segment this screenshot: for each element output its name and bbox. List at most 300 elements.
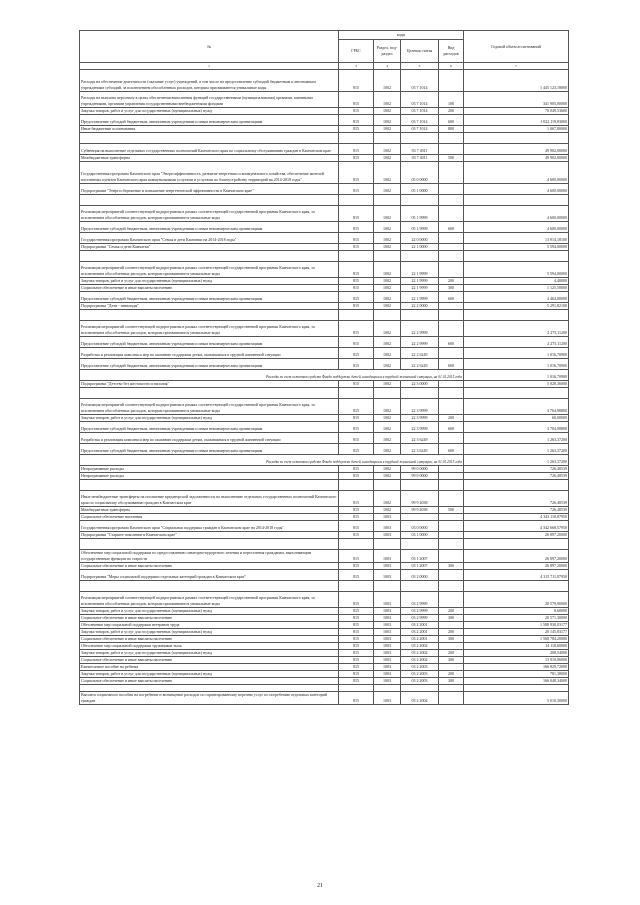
amount-cell: 14 118,60000 [464,643,569,650]
grbs-cell: 815 [339,570,374,581]
spacer-cell [401,310,439,321]
amount-cell: 3 704,98800 [464,422,569,433]
spacer-cell [464,581,569,592]
celevaya-cell: 03 2 2001 [401,622,439,629]
amount-cell: 8,60000 [464,608,569,615]
razdel-cell: 1002 [374,278,401,285]
spacer-cell [80,685,339,692]
amount-cell: 1 016,70900 [464,348,569,359]
razdel-cell: 1002 [374,115,401,126]
spacer-cell [80,539,339,550]
grbs-cell: 815 [339,92,374,108]
spacer-cell [439,480,464,491]
table-row [80,657,569,664]
grbs-cell: 815 [339,678,374,685]
grbs-cell: 815 [339,433,374,444]
celevaya-cell: 22 3 6249 [401,444,439,455]
spacer-cell [374,195,401,206]
razdel-cell: 1003 [374,563,401,570]
vid-cell [439,550,464,563]
table-row [80,144,569,155]
spacer-cell [401,251,439,262]
vid-cell [439,206,464,222]
celevaya-cell: 03 2 2002 [401,657,439,664]
spacer-cell [339,310,374,321]
table-body [80,70,569,705]
spacer-cell [339,251,374,262]
table-row [80,359,569,370]
celevaya-cell: 22 1 9999 [401,292,439,303]
grbs-cell: 815 [339,521,374,532]
razdel-cell: 1002 [374,155,401,162]
vid-cell: 300 [439,615,464,622]
item-name-cell: Социальное обеспечение населения [80,514,339,521]
grbs-cell: 815 [339,115,374,126]
item-name-cell: Социальное обеспечение и иные выплаты населению [80,657,339,664]
table-row [80,514,569,521]
item-name-cell: Подпрограмма "Энергосбережение и повышение энергетической эффективности в Камчатском крае" [80,184,339,195]
item-name-cell: Государственная программа Камчатского края "Социальная поддержка граждан в Камчатском крае на 2014-2018 годы" [80,521,339,532]
grbs-cell: 815 [339,422,374,433]
grbs-cell: 815 [339,381,374,388]
table-row [80,126,569,133]
table-row [80,222,569,233]
vid-cell: 200 [439,415,464,422]
razdel-cell: 1003 [374,570,401,581]
grbs-cell: 815 [339,222,374,233]
amount-cell: 2 275,11200 [464,321,569,337]
razdel-cell: 1002 [374,473,401,480]
spacer-cell [339,480,374,491]
spacer-cell [439,251,464,262]
vid-cell [439,473,464,480]
item-name-cell: Предоставление субсидий бюджетным, автономным учреждениям и иным некоммерческим организациям [80,292,339,303]
item-name-cell: Предоставление субсидий бюджетным, автономным учреждениям и иным некоммерческим организациям [80,115,339,126]
amount-cell: 1 445 123,18000 [464,70,569,92]
column-number: 5 [401,63,439,70]
celevaya-cell: 05 1 9999 [401,222,439,233]
grbs-cell: 815 [339,592,374,608]
vid-cell [439,303,464,310]
grbs-cell: 815 [339,563,374,570]
celevaya-cell: 22 3 9999 [401,415,439,422]
grbs-cell: 815 [339,233,374,244]
vid-cell: 600 [439,222,464,233]
table-row [80,550,569,563]
vid-cell [439,433,464,444]
spacer-cell [439,581,464,592]
budget-table [79,30,569,705]
item-name-cell: Непрограммные расходы [80,466,339,473]
spacer-cell [374,251,401,262]
razdel-cell: 1002 [374,262,401,278]
spacer-cell [339,388,374,399]
item-name-cell: Реализация мероприятий соответствующей подпрограммы в рамках соответствующей государственной программы Камчатского края, за исключением обособленных расходов, которым присваиваются уникальные коды [80,399,339,415]
razdel-cell: 1002 [374,491,401,507]
vid-cell [439,466,464,473]
spacer-cell [401,581,439,592]
vid-cell: 300 [439,563,464,570]
celevaya-cell: 03 2 2001 [401,636,439,643]
spacer-cell [401,539,439,550]
razdel-cell: 1003 [374,629,401,636]
celevaya-cell: 22 3 9999 [401,399,439,415]
celevaya-cell: 03 2 9999 [401,592,439,608]
table-row [80,532,569,539]
table-row [80,622,569,629]
razdel-cell: 1002 [374,126,401,133]
amount-cell: 20 145,83177 [464,629,569,636]
table-row [80,570,569,581]
amount-cell: 49 902,00000 [464,155,569,162]
item-name-cell: Закупка товаров, работ и услуг для государственных (муниципальных) нужд [80,650,339,657]
amount-cell: 5 010,30000 [464,692,569,705]
amount-cell: 49 902,00000 [464,144,569,155]
razdel-cell: 1002 [374,359,401,370]
amount-cell: 26 897,20000 [464,532,569,539]
vid-cell [439,664,464,671]
item-name-cell: Закупка товаров, работ и услуг для государственных (муниципальных) нужд [80,629,339,636]
spacer-cell [374,581,401,592]
vid-cell [439,491,464,507]
spacer-cell [464,251,569,262]
celevaya-cell: 03 2 9999 [401,608,439,615]
table-row [80,491,569,507]
spacer-row [80,310,569,321]
grbs-cell: 815 [339,321,374,337]
spacer-cell [439,539,464,550]
razdel-cell: 1002 [374,285,401,292]
grbs-cell: 815 [339,337,374,348]
grbs-cell: 815 [339,491,374,507]
celevaya-cell: 22 1 9999 [401,278,439,285]
spacer-cell [374,685,401,692]
spacer-cell [464,685,569,692]
celevaya-cell: 03 2 2002 [401,650,439,657]
razdel-cell: 1002 [374,303,401,310]
item-name-cell: Межбюджетные трансферты [80,507,339,514]
table-row [80,278,569,285]
vid-cell [439,592,464,608]
spacer-cell [80,310,339,321]
vid-cell [439,144,464,155]
celevaya-cell: 22 3 9999 [401,422,439,433]
amount-cell: 4 600,00000 [464,162,569,184]
grbs-cell: 815 [339,184,374,195]
razdel-cell: 1002 [374,444,401,455]
table-row [80,671,569,678]
item-name-cell: Предоставление субсидий бюджетным, автономным учреждениям и иным некоммерческим организациям [80,222,339,233]
vid-cell [439,514,464,521]
table-row [80,303,569,310]
vid-cell [439,233,464,244]
vid-cell: 300 [439,285,464,292]
table-row [80,466,569,473]
celevaya-cell: 22 2 9999 [401,321,439,337]
spacer-cell [439,388,464,399]
note-row [80,455,569,466]
grbs-cell: 815 [339,532,374,539]
column-number: 4 [374,63,401,70]
vid-cell: 100 [439,92,464,108]
table-row [80,184,569,195]
item-name-cell: Реализация мероприятий соответствующей подпрограммы в рамках соответствующей государственной программы Камчатского края, за исключением обособленных расходов, которым присваиваются уникальные коды [80,321,339,337]
header-codes: коды [339,31,464,40]
spacer-cell [439,195,464,206]
celevaya-cell: 03 7 1014 [401,70,439,92]
amount-cell: 726,40539 [464,507,569,514]
item-name-cell: Государственная программа Камчатского края "Семья и дети Камчатки на 2014-2018 годы" [80,233,339,244]
razdel-cell: 1002 [374,466,401,473]
item-name-cell: Подпрограмма "Меры социальной поддержки отдельных категорий граждан в Камчатском крае" [80,570,339,581]
amount-cell: 726,40539 [464,473,569,480]
vid-cell: 600 [439,422,464,433]
spacer-cell [374,310,401,321]
table-row [80,592,569,608]
grbs-cell: 815 [339,671,374,678]
vid-cell [439,622,464,629]
razdel-cell: 1002 [374,222,401,233]
razdel-cell: 1002 [374,422,401,433]
amount-cell: 1 263,37200 [464,455,569,466]
table-row [80,615,569,622]
amount-cell: 26 897,20000 [464,563,569,570]
celevaya-cell: 03 2 2003 [401,664,439,671]
table-row [80,507,569,514]
amount-cell: 4 464,00000 [464,292,569,303]
item-name-cell: Предоставление субсидий бюджетным, автономным учреждениям и иным некоммерческим организациям [80,337,339,348]
item-name-cell: Подпрограмма "Дети - инвалиды" [80,303,339,310]
spacer-row [80,195,569,206]
spacer-cell [464,480,569,491]
table-row [80,433,569,444]
razdel-cell: 1003 [374,692,401,705]
razdel-cell: 1002 [374,415,401,422]
item-name-cell: Подпрограмма "Семья и дети Камчатки" [80,244,339,251]
spacer-cell [374,388,401,399]
vid-cell [439,244,464,251]
razdel-cell: 1002 [374,507,401,514]
celevaya-cell: 22 2 6249 [401,348,439,359]
amount-cell: 341 905,00000 [464,92,569,108]
item-name-cell: Разработка и реализация комплекса мер по оказанию поддержки детям, оказавшимся в трудной жизненной ситуации [80,348,339,359]
item-name-cell: Реализация мероприятий соответствующей подпрограммы в рамках соответствующей государственной программы Камчатского края, за исключением обособленных расходов, которым присваиваются уникальные коды [80,206,339,222]
grbs-cell: 815 [339,285,374,292]
amount-cell: 20 579,90000 [464,592,569,608]
spacer-cell [401,133,439,144]
grbs-cell: 815 [339,155,374,162]
celevaya-cell: 22 2 9999 [401,337,439,348]
header-number: № [80,31,339,63]
table-row [80,285,569,292]
celevaya-cell: 99 9 4038 [401,491,439,507]
amount-cell: 1 022 119,83000 [464,115,569,126]
razdel-cell: 1003 [374,532,401,539]
spacer-cell [464,388,569,399]
vid-cell [439,381,464,388]
item-name-cell: Государственная программа Камчатского края "Энергоэффективность, развитие энергетики и коммунального хозяйства, обеспечение жителей населенных пунктов Камчатского края коммунальными услугами и услугами по благоустройству территорий на 2014-2018 годы" [80,162,339,184]
table-row [80,650,569,657]
item-name-cell: Социальное обеспечение и иные выплаты населению [80,678,339,685]
vid-cell: 200 [439,608,464,615]
vid-cell [439,399,464,415]
celevaya-cell: 03 2 2003 [401,671,439,678]
table-row [80,444,569,455]
celevaya-cell: 03 7 1014 [401,115,439,126]
item-name-cell: Предоставление субсидий бюджетным, автономным учреждениям и иным некоммерческим организациям [80,422,339,433]
grbs-cell: 815 [339,629,374,636]
table-row [80,381,569,388]
amount-cell: 26 897,20000 [464,550,569,563]
razdel-cell: 1002 [374,233,401,244]
amount-cell: 20 571,30000 [464,615,569,622]
amount-cell: 208,54000 [464,650,569,657]
razdel-cell: 1002 [374,399,401,415]
vid-cell [439,321,464,337]
spacer-row [80,388,569,399]
table-row [80,415,569,422]
grbs-cell: 815 [339,206,374,222]
celevaya-cell: 22 1 9999 [401,285,439,292]
spacer-cell [374,539,401,550]
razdel-cell: 1002 [374,348,401,359]
vid-cell: 500 [439,155,464,162]
table-row [80,422,569,433]
spacer-row [80,251,569,262]
razdel-cell: 1003 [374,657,401,664]
table-row [80,155,569,162]
table-row [80,399,569,415]
spacer-cell [439,310,464,321]
amount-cell: 3 764,98800 [464,399,569,415]
spacer-cell [401,480,439,491]
table-row [80,262,569,278]
spacer-cell [464,195,569,206]
amount-cell: 5 028,36000 [464,381,569,388]
amount-cell: 13 910,06000 [464,657,569,664]
amount-cell: 1 588 930,03177 [464,622,569,629]
celevaya-cell: 99 9 0000 [401,473,439,480]
grbs-cell: 815 [339,643,374,650]
table-row [80,643,569,650]
vid-cell: 500 [439,507,464,514]
grbs-cell: 815 [339,507,374,514]
razdel-cell: 1002 [374,244,401,251]
razdel-cell: 1003 [374,636,401,643]
spacer-cell [374,133,401,144]
table-row [80,70,569,92]
spacer-cell [401,195,439,206]
grbs-cell: 815 [339,415,374,422]
item-name-cell: Субвенция на выполнение отдельных государственных полномочий Камчатского края по социальному обслуживанию граждан в Камчатском крае [80,144,339,155]
celevaya-cell: 05 1 9999 [401,206,439,222]
amount-cell: 1 568 784,20000 [464,636,569,643]
amount-cell: 4,40000 [464,278,569,285]
vid-cell [439,348,464,359]
grbs-cell: 815 [339,144,374,155]
table-row [80,244,569,251]
amount-cell: 1 067,80000 [464,126,569,133]
amount-cell: 166 048,34000 [464,678,569,685]
vid-cell: 800 [439,126,464,133]
header-grbs: ГРБС [339,40,374,63]
celevaya-cell: 99 9 4038 [401,507,439,514]
vid-cell: 200 [439,629,464,636]
amount-cell: 1 125,50000 [464,285,569,292]
spacer-cell [80,251,339,262]
grbs-cell: 815 [339,550,374,563]
table-row [80,692,569,705]
item-name-cell: Обеспечение мер социальной поддержки по предоставлению санаторно-курортного лечения и переселения гражданам, выполняющим государственные функции по старости [80,550,339,563]
razdel-cell: 1002 [374,206,401,222]
grbs-cell: 815 [339,278,374,285]
vid-cell: 600 [439,337,464,348]
table-row [80,664,569,671]
vid-cell: 200 [439,108,464,115]
grbs-cell: 815 [339,636,374,643]
item-name-cell: Обеспечение мер социальной поддержки ветеранов труда [80,622,339,629]
grbs-cell: 815 [339,444,374,455]
grbs-cell: 815 [339,359,374,370]
spacer-cell [439,133,464,144]
column-number: 6 [439,63,464,70]
spacer-row [80,581,569,592]
vid-cell [439,532,464,539]
amount-cell: 4 315 711,87950 [464,570,569,581]
vid-cell: 300 [439,636,464,643]
celevaya-cell: 22 0 0000 [401,233,439,244]
amount-cell: 5 594,00000 [464,262,569,278]
table-row [80,108,569,115]
celevaya-cell: 03 7 4011 [401,144,439,155]
celevaya-cell: 22 2 0000 [401,303,439,310]
item-name-cell: Закупка товаров, работ и услуг для государственных (муниципальных) нужд [80,415,339,422]
item-name-cell: Закупка товаров, работ и услуг для государственных (муниципальных) нужд [80,671,339,678]
spacer-cell [464,310,569,321]
spacer-cell [439,685,464,692]
vid-cell [439,521,464,532]
item-name-cell: Расходы на обеспечение деятельности (оказание услуг) учреждений, в том числе на предоставление субсидий бюджетным и автономным учреждениям субсидий, за исключением обособленных расходов, которым присваиваются уникальные коды [80,70,339,92]
item-name-cell: Иные межбюджетные трансферты на погашение кредиторской задолженности по выполнению отдельных государственных полномочий Камчатского края по социальному обслуживанию граждан в Камчатском крае [80,491,339,507]
item-name-cell: Предоставление субсидий бюджетным, автономным учреждениям и иным некоммерческим организациям [80,444,339,455]
razdel-cell: 1003 [374,550,401,563]
vid-cell [439,570,464,581]
item-name-cell: Реализация мероприятий соответствующей подпрограммы в рамках соответствующей государственной программы Камчатского края, за исключением обособленных расходов, которым присваиваются уникальные коды [80,592,339,608]
spacer-cell [339,539,374,550]
amount-cell: 4 600,00000 [464,206,569,222]
amount-cell: 726,40539 [464,466,569,473]
celevaya-cell: 22 3 6249 [401,433,439,444]
razdel-cell: 1002 [374,144,401,155]
celevaya-cell [401,514,439,521]
razdel-cell: 1002 [374,162,401,184]
amount-cell: 5 594,00000 [464,244,569,251]
vid-cell [439,184,464,195]
item-name-cell: Социальное обеспечение и иные выплаты населению [80,636,339,643]
razdel-cell: 1003 [374,671,401,678]
grbs-cell: 815 [339,70,374,92]
note-row [80,370,569,381]
spacer-row [80,539,569,550]
amount-cell: 4 342 668,57950 [464,521,569,532]
grbs-cell: 815 [339,664,374,671]
celevaya-cell: 03 2 2003 [401,678,439,685]
razdel-cell: 1003 [374,678,401,685]
celevaya-cell: 03 2 2001 [401,629,439,636]
spacer-cell [464,539,569,550]
amount-cell: 5 291,82100 [464,303,569,310]
spacer-row [80,480,569,491]
